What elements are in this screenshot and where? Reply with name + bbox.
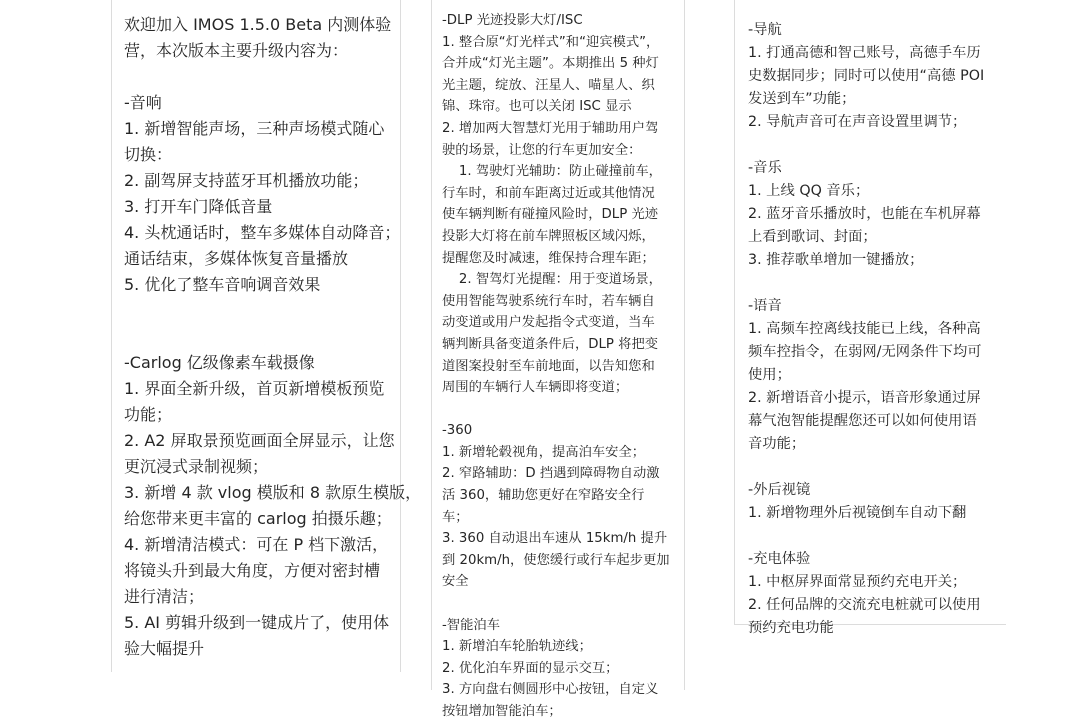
text-line: 进行清洁； — [124, 587, 205, 606]
text-line: 2. A2 屏取景预览画面全屏显示，让您 — [124, 431, 395, 450]
text-line: 1. 高频车控离线技能已上线，各种高 — [748, 321, 981, 337]
text-line: -导航 — [748, 22, 782, 38]
text-line: 史数据同步；同时可以使用“高德 POI — [748, 68, 985, 84]
text-line: 发送到车”功能； — [748, 91, 856, 107]
text-line — [748, 272, 1006, 295]
text-line: 2. 增加两大智慧灯光用于辅助用户驾 — [442, 120, 659, 136]
text-line: 车； — [442, 509, 469, 525]
text-line: 1. 打通高德和智己账号，高德手车历 — [748, 45, 981, 61]
text-line: 3. 推荐歌单增加一键播放； — [748, 252, 924, 268]
text-line: 1. 中枢屏界面常显预约充电开关； — [748, 574, 967, 590]
text-line — [748, 456, 1006, 479]
text-line: 投影大灯将在前车牌照板区域闪烁， — [442, 228, 655, 244]
text-line — [124, 324, 400, 350]
text-line: 4. 新增清洁模式：可在 P 档下激活， — [124, 535, 389, 554]
text-line: -360 — [442, 423, 473, 439]
text-line — [748, 134, 1006, 157]
text-line: 辆判断具备变道条件后，DLP 将把变 — [442, 336, 659, 352]
text-line: 3. 新增 4 款 vlog 模版和 8 款原生模版， — [124, 483, 422, 502]
text-line: 合并成“灯光主题”。本期推出 5 种灯 — [442, 56, 659, 72]
text-line: -Carlog 亿级像素车载摄像 — [124, 353, 315, 372]
text-line — [124, 64, 400, 90]
text-line: 给您带来更丰富的 carlog 拍摄乐趣； — [124, 509, 392, 528]
text-line: 5. 优化了整车音响调音效果 — [124, 275, 321, 294]
text-line: 2. 新增语音小提示，语音形象通过屏 — [748, 390, 981, 406]
text-line: 幕气泡智能提醒您还可以如何使用语 — [748, 413, 977, 429]
text-line: 驶的场景，让您的行车更加安全： — [442, 142, 642, 158]
text-line: 行车时，和前车距离过近或其他情况 — [442, 185, 655, 201]
text-line: -智能泊车 — [442, 617, 500, 633]
text-line: 2. 导航声音可在声音设置里调节； — [748, 114, 967, 130]
text-line: -音乐 — [748, 160, 782, 176]
text-line: 营，本次版本主要升级内容为： — [124, 41, 349, 60]
text-line: 音功能； — [748, 436, 806, 452]
text-line: 锦、珠帘。也可以关闭 ISC 显示 — [442, 99, 632, 115]
text-line: 3. 打开车门降低音量 — [124, 197, 273, 216]
text-line: 按钮增加智能泊车； — [442, 704, 562, 719]
text-line: 使车辆判断有碰撞风险时，DLP 光迹 — [442, 207, 659, 223]
text-line: 3. 360 自动退出车速从 15km/h 提升 — [442, 531, 668, 547]
text-line: 动变道或用户发起指令式变道，当车 — [442, 315, 655, 331]
text-line: 1. 驾驶灯光辅助：防止碰撞前车， — [442, 164, 662, 180]
text-line: 1. 整合原“灯光样式”和“迎宾模式”， — [442, 34, 660, 50]
text-line: 上看到歌词、封面； — [748, 229, 877, 245]
release-notes-column-3 — [734, 0, 1006, 636]
text-line: 更沉浸式录制视频； — [124, 457, 269, 476]
release-notes-column-1 — [111, 0, 422, 672]
text-line — [442, 399, 684, 421]
text-line: 2. 蓝牙音乐播放时，也能在车机屏幕 — [748, 206, 981, 222]
text-line: 2. 任何品牌的交流充电桩就可以使用 — [748, 597, 981, 613]
text-line: 预约充电功能 — [748, 620, 834, 636]
text-line: 活 360，辅助您更好在窄路安全行 — [442, 488, 645, 504]
text-line: 切换： — [124, 145, 173, 164]
text-line — [442, 593, 684, 615]
text-line — [748, 525, 1006, 548]
text-line: 频车控指令，在弱网/无网条件下均可 — [748, 344, 982, 360]
text-line: 4. 头枕通话时，整车多媒体自动降音； — [124, 223, 401, 242]
text-line: 1. 界面全新升级，首页新增模板预览 — [124, 379, 385, 398]
release-notes-column-2 — [431, 0, 685, 719]
text-line: 5. AI 剪辑升级到一键成片了，使用体 — [124, 613, 390, 632]
text-line: 2. 优化泊车界面的显示交互； — [442, 660, 619, 676]
text-line: 2. 智驾灯光提醒：用于变道场景， — [442, 272, 662, 288]
text-line: 欢迎加入 IMOS 1.5.0 Beta 内测体验 — [124, 15, 392, 34]
text-line — [124, 298, 400, 324]
text-line: 验大幅提升 — [124, 639, 205, 658]
text-line: 3. 方向盘右侧圆形中心按钮，自定义 — [442, 682, 659, 698]
text-line: 2. 副驾屏支持蓝牙耳机播放功能； — [124, 171, 369, 190]
text-line: 1. 上线 QQ 音乐； — [748, 183, 870, 199]
text-line: 1. 新增物理外后视镜倒车自动下翻 — [748, 505, 967, 521]
text-line: 2. 窄路辅助：D 挡遇到障碍物自动激 — [442, 466, 660, 482]
text-line: 提醒您及时减速，维保持合理车距； — [442, 250, 655, 266]
text-line: 周围的车辆行人车辆即将变道； — [442, 380, 629, 396]
text-line: 通话结束，多媒体恢复音量播放 — [124, 249, 349, 268]
text-line: 到 20km/h，使您缓行或行车起步更加 — [442, 552, 670, 568]
text-line: 将镜头升到最大角度，方便对密封槽 — [124, 561, 381, 580]
text-line: 1. 新增智能声场，三种声场模式随心 — [124, 119, 385, 138]
text-line: 光主题，绽放、汪星人、喵星人、织 — [442, 77, 655, 93]
text-line: -充电体验 — [748, 551, 811, 567]
text-line: 道图案投射至车前地面，以告知您和 — [442, 358, 655, 374]
text-line: 安全 — [442, 574, 469, 590]
text-line: -语音 — [748, 298, 782, 314]
text-line: 使用； — [748, 367, 791, 383]
text-line: 1. 新增泊车轮胎轨迹线； — [442, 639, 592, 655]
text-line: -音响 — [124, 93, 162, 112]
text-line: -外后视镜 — [748, 482, 811, 498]
text-line: -DLP 光迹投影大灯/ISC — [442, 13, 583, 28]
text-line: 功能； — [124, 405, 173, 424]
text-line: 使用智能驾驶系统行车时，若车辆自 — [442, 293, 655, 309]
text-line: 1. 新增轮毂视角，提高泊车安全； — [442, 444, 646, 460]
